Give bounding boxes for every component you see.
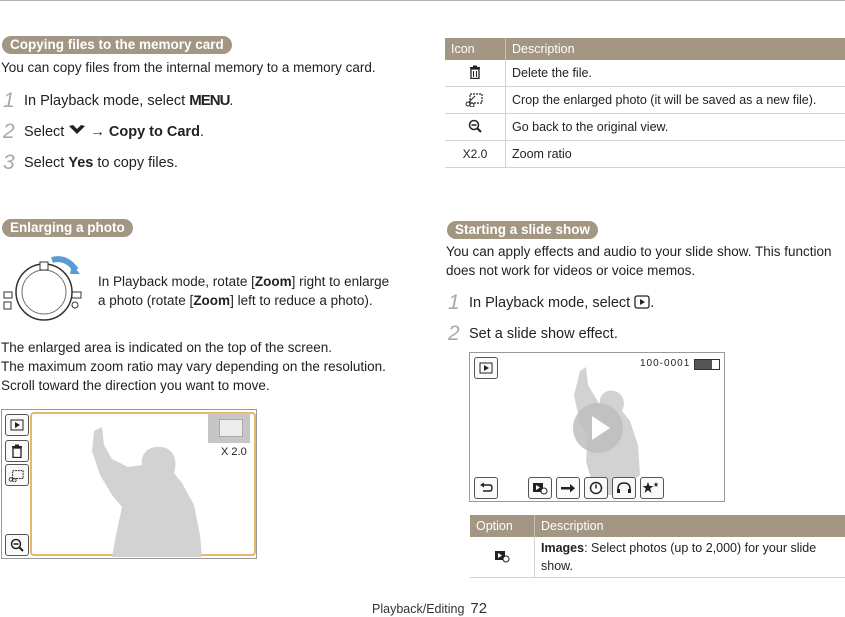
table-cell: Images: Select photos (up to 2,000) for your slide show. — [535, 537, 845, 578]
file-counter: 100-0001 — [640, 358, 691, 369]
heart-chevron-icon — [68, 124, 86, 140]
step-number: 2 — [3, 120, 15, 143]
table-row — [445, 60, 845, 87]
zoom-ratio-icon: X2.0 — [445, 141, 506, 168]
table-row — [470, 537, 845, 578]
playback-icon — [479, 362, 493, 374]
page-footer — [372, 600, 487, 617]
playback-icon — [634, 295, 650, 311]
paragraph-line: You can apply effects and audio to your slide show. This function — [446, 244, 832, 259]
step-number: 1 — [448, 291, 460, 314]
table-header-row — [470, 515, 845, 537]
top-rule — [0, 0, 845, 1]
copy-step-1: In Playback mode, select MENU. — [24, 92, 234, 109]
section-title-copy: Copying files to the memory card — [2, 36, 232, 54]
step-number: 1 — [3, 89, 15, 112]
enlarge-description — [1, 338, 386, 395]
slideshow-step-1: In Playback mode, select . — [469, 295, 655, 311]
zoom-lever-illustration — [2, 252, 86, 324]
table-cell: Delete the file. — [506, 60, 845, 87]
section-title-slideshow: Starting a slide show — [447, 221, 598, 239]
clock-icon — [589, 481, 603, 495]
zoom-navigator — [208, 413, 250, 443]
paragraph-line: Scroll toward the direction you want to move. — [1, 378, 270, 393]
child-silhouette — [82, 425, 232, 557]
effect-off-icon — [643, 481, 661, 495]
menu-icon: MENU — [189, 92, 230, 109]
images-option-button[interactable] — [528, 477, 552, 499]
playback-button[interactable] — [5, 414, 29, 436]
trash-icon — [11, 444, 23, 458]
zoom-ratio-label: X 2.0 — [221, 446, 247, 458]
interval-option-button[interactable] — [556, 477, 580, 499]
slideshow-screen — [469, 352, 725, 502]
enlarged-photo-screen — [1, 409, 257, 559]
table-cell: Go back to the original view. — [506, 114, 845, 141]
music-option-button[interactable] — [612, 477, 636, 499]
crop-icon — [8, 468, 26, 482]
playback-icon — [10, 419, 24, 431]
copy-step-2: Select → Copy to Card. — [24, 124, 204, 140]
step-number: 3 — [3, 151, 15, 174]
table-cell: Crop the enlarged photo (it will be saved as a new file). — [506, 87, 845, 114]
images-icon — [532, 481, 548, 495]
images-icon — [470, 537, 535, 578]
trash-icon — [445, 60, 506, 87]
copy-step-3: Select Yes to copy files. — [24, 155, 178, 171]
section-title-enlarge: Enlarging a photo — [2, 219, 133, 237]
table-row — [445, 114, 845, 141]
playback-button[interactable] — [474, 357, 498, 379]
column-header: Icon — [445, 38, 506, 60]
arrow-right-icon — [560, 482, 576, 494]
delete-button[interactable] — [5, 440, 29, 462]
option-table — [470, 515, 845, 578]
paragraph-line: The enlarged area is indicated on the top of the screen. — [1, 340, 332, 355]
copy-intro: You can copy files from the internal memory to a memory card. — [1, 60, 376, 75]
column-header: Description — [506, 38, 845, 60]
table-row — [445, 87, 845, 114]
battery-icon — [694, 359, 720, 370]
music-off-icon — [615, 481, 633, 495]
footer-section-label: Playback/Editing — [372, 602, 465, 616]
effect-option-button[interactable] — [640, 477, 664, 499]
play-icon — [573, 403, 623, 453]
table-cell: Zoom ratio — [506, 141, 845, 168]
table-row — [445, 141, 845, 168]
column-header: Option — [470, 515, 535, 537]
page-number: 72 — [470, 600, 488, 617]
paragraph-line: The maximum zoom ratio may vary depending on the resolution. — [1, 359, 386, 374]
timer-option-button[interactable] — [584, 477, 608, 499]
slideshow-intro — [446, 242, 832, 280]
zoom-instruction: In Playback mode, rotate [Zoom] right to enlarge a photo (rotate [Zoom] left to reduce a photo). — [98, 274, 390, 308]
zoom-out-icon — [10, 538, 24, 552]
crop-icon — [445, 87, 506, 114]
back-icon — [479, 482, 493, 494]
zoom-out-icon — [445, 114, 506, 141]
table-header-row — [445, 38, 845, 60]
step-number: 2 — [448, 322, 460, 345]
play-button[interactable] — [573, 403, 623, 453]
column-header: Description — [535, 515, 845, 537]
zoom-out-button[interactable] — [5, 534, 29, 556]
paragraph-line: does not work for videos or voice memos. — [446, 263, 696, 278]
back-button[interactable] — [474, 477, 498, 499]
slideshow-step-2: Set a slide show effect. — [469, 326, 618, 342]
crop-button[interactable] — [5, 464, 29, 486]
icon-table — [445, 38, 845, 168]
